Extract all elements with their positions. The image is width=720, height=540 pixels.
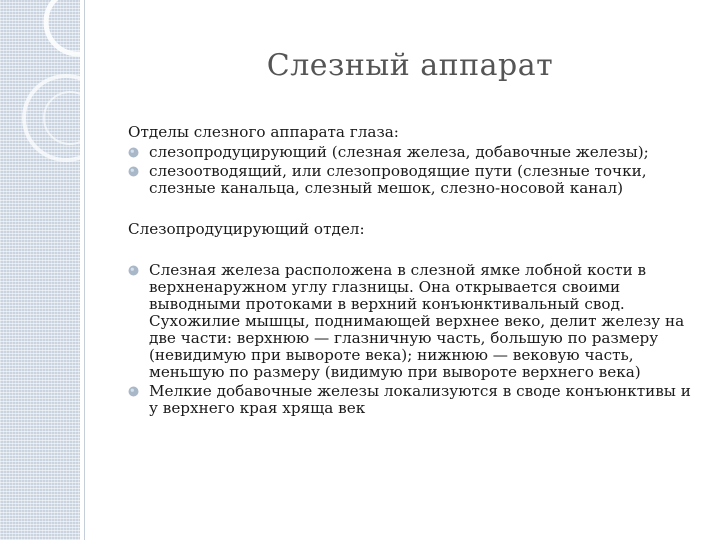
section-heading-secretory: Слезопродуцирующий отдел: <box>128 220 365 238</box>
decorative-left-band <box>0 0 80 540</box>
list-item <box>128 144 698 161</box>
list-item-text: Слезная железа расположена в слезной ямке лобной кости в верхненаружном углу глазницы. Она открывается своими выводными протоками в верхний конъюнктивальный свод. Сухожилие мышцы, поднимающей верхнее веко, делит железу на две части: верхнюю — глазничную часть, большую по размеру (невидимую при вывороте века); нижнюю — вековую часть, меньшую по размеру (видимую при вывороте верхнего века) <box>149 261 685 381</box>
decorative-circles-icon <box>0 0 80 540</box>
list-item-text: слезопродуцирующий (слезная железа, добавочные железы); <box>149 143 649 161</box>
vertical-divider <box>84 0 85 540</box>
round-bullet-icon <box>128 166 139 177</box>
secretory-list <box>128 262 698 417</box>
slide-title: Слезный аппарат <box>266 48 554 83</box>
round-bullet-icon <box>128 386 139 397</box>
list-item-text: Мелкие добавочные железы локализуются в своде конъюнктивы и у верхнего края хряща век <box>149 382 691 417</box>
list-item <box>128 262 698 381</box>
section-heading-departments: Отделы слезного аппарата глаза: <box>128 123 399 141</box>
list-item-text: слезоотводящий, или слезопроводящие пути (слезные точки, слезные канальца, слезный мешок, слезно-носовой канал) <box>149 162 647 197</box>
list-item <box>128 383 698 417</box>
slide-content <box>128 124 698 419</box>
departments-list <box>128 144 698 197</box>
round-bullet-icon <box>128 265 139 276</box>
round-bullet-icon <box>128 147 139 158</box>
list-item <box>128 163 698 197</box>
